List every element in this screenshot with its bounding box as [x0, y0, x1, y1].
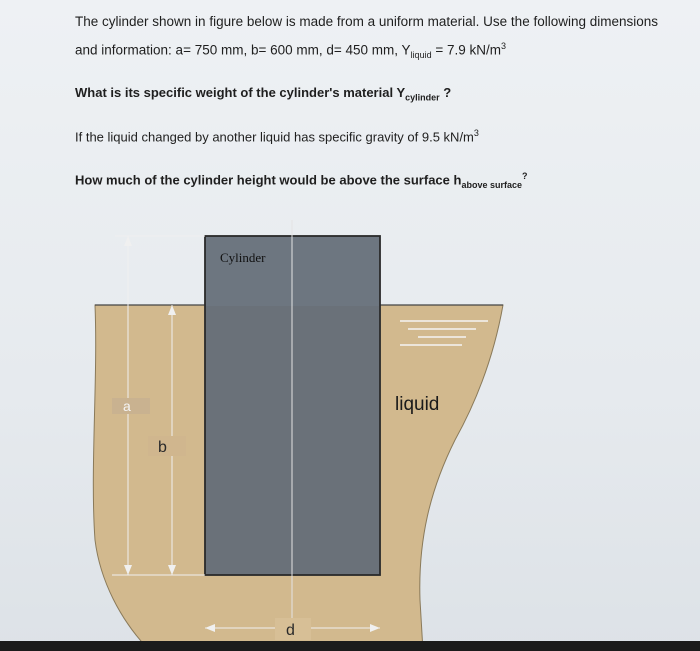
question-mark: ?: [521, 171, 528, 181]
problem-statement-line-1: The cylinder shown in figure below is made from a uniform material. Use the following dimensions: [75, 14, 659, 29]
problem-statement-line-2: [75, 41, 506, 60]
dimension-b-label: b: [158, 439, 167, 456]
bottom-edge: [0, 641, 700, 651]
question-2-text: If the liquid changed by another liquid has specific gravity of 9.5 kN/m: [75, 129, 474, 145]
question-1: [75, 85, 451, 103]
question-mark: ?: [439, 85, 452, 100]
exponent: 3: [473, 128, 479, 138]
dimension-a-label: a: [123, 398, 131, 414]
dimension-d-label: d: [286, 622, 295, 639]
question-3-text: How much of the cylinder height would be above the surface: [75, 172, 454, 188]
dimension-b-label-bg: [148, 436, 186, 456]
question-1-text: What is its specific weight of the cylinder's material: [75, 85, 397, 100]
liquid-label: liquid: [395, 394, 440, 415]
arrow-up-icon: [124, 236, 132, 246]
question-3: [75, 171, 527, 190]
gamma-liquid-value: = 7.9 kN/m: [431, 42, 501, 58]
h-symbol: h: [453, 172, 462, 188]
exponent: 3: [500, 41, 506, 51]
cylinder-subscript: cylinder: [405, 92, 440, 103]
gamma-symbol: Y: [401, 42, 411, 58]
liquid-subscript: liquid: [410, 50, 432, 61]
cylinder-figure: [0, 220, 700, 651]
question-2: [75, 128, 479, 144]
dimension-a-label-bg: [112, 398, 150, 414]
above-surface-subscript: above surface: [461, 179, 522, 190]
cylinder-label: Cylinder: [220, 250, 266, 265]
gamma-symbol: Y: [396, 85, 406, 100]
given-dimensions: and information: a= 750 mm, b= 600 mm, d= 450 mm,: [75, 42, 402, 58]
